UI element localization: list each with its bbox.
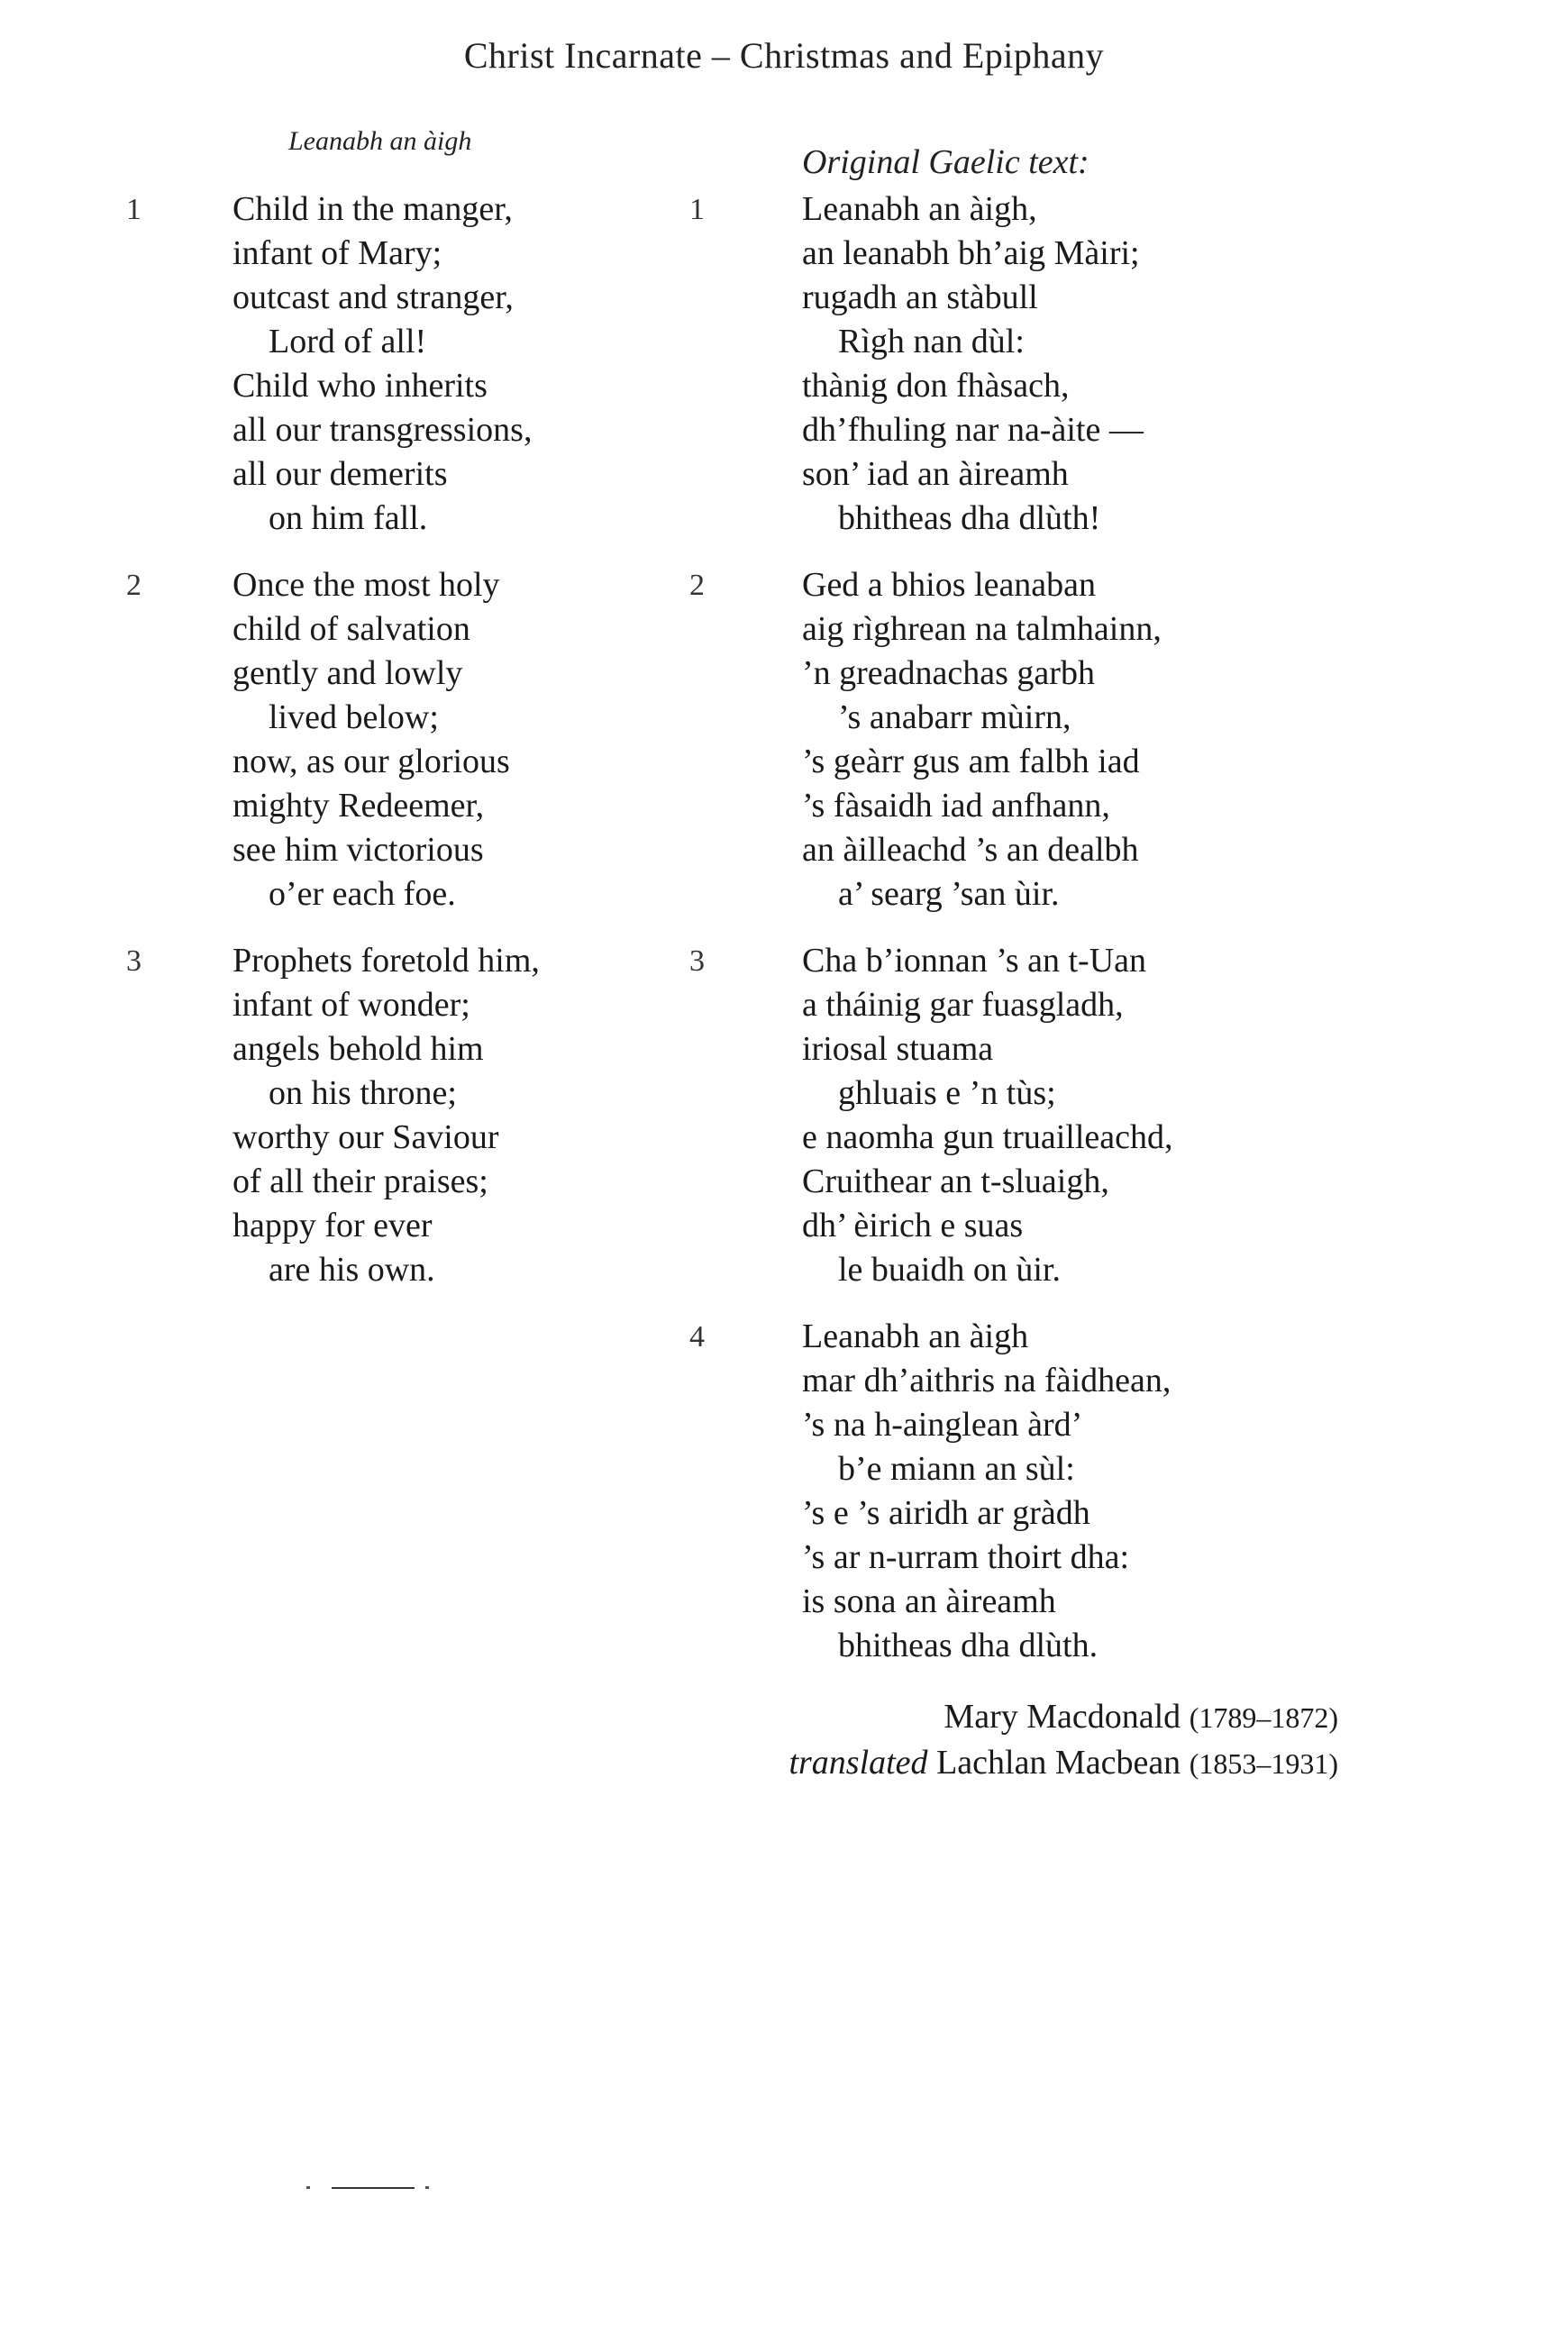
verse-line: ghluais e ’n tùs; (838, 1074, 1056, 1112)
verse-line: infant of Mary; (232, 234, 442, 272)
english-verse-1 (126, 187, 540, 541)
verse-line: infant of wonder; (232, 986, 470, 1024)
verse-line: is sona an àireamh (802, 1582, 1056, 1620)
verse-line: bhitheas dha dlùth! (838, 499, 1101, 537)
verse-line: aig rìghrean na talmhainn, (802, 610, 1162, 648)
verse-line: ’s anabarr mùirn, (838, 698, 1071, 736)
author-line (789, 1694, 1338, 1740)
english-hymn-title: Leanabh an àigh (288, 126, 472, 156)
verse-line: a’ searg ’san ùir. (838, 875, 1060, 913)
verse-line: a tháinig gar fuasgladh, (802, 986, 1124, 1024)
verse-line: all our demerits (232, 455, 448, 493)
verse-line: Rìgh nan dùl: (838, 323, 1025, 360)
verse-line: le buaidh on ùir. (838, 1251, 1061, 1289)
verse-line: Child in the manger, (232, 190, 513, 228)
translator-line (789, 1740, 1338, 1786)
verse-line: of all their praises; (232, 1162, 488, 1200)
gaelic-verse-4 (689, 1315, 1173, 1668)
verse-line: on him fall. (269, 499, 428, 537)
verse-line: ’n greadnachas garbh (802, 654, 1095, 692)
verse-number: 4 (689, 1320, 705, 1354)
verse-line: gently and lowly (232, 654, 463, 692)
page-header: Christ Incarnate – Christmas and Epiphany (463, 35, 1105, 76)
verse-line: are his own. (269, 1251, 435, 1289)
verse-line: e naomha gun truailleachd, (802, 1118, 1173, 1156)
verse-line: o’er each foe. (269, 875, 456, 913)
verse-line: happy for ever (232, 1207, 433, 1244)
verse-line: iriosal stuama (802, 1030, 994, 1068)
verse-line: rugadh an stàbull (802, 278, 1038, 316)
verse-line: all our transgressions, (232, 411, 533, 449)
verse-number: 2 (126, 569, 141, 602)
verse-number: 3 (689, 944, 705, 978)
verse-line: Leanabh an àigh (802, 1317, 1029, 1355)
gaelic-verse-2 (689, 563, 1173, 916)
verse-line: ’s e ’s airidh ar gràdh (802, 1494, 1090, 1532)
verse-line: outcast and stranger, (232, 278, 514, 316)
verse-line: angels behold him (232, 1030, 484, 1068)
footer-dot (425, 2186, 429, 2189)
translator-dates: (1853–1931) (1189, 1747, 1338, 1780)
english-column (126, 187, 540, 1315)
verse-line: son’ iad an àireamh (802, 455, 1069, 493)
translated-label: translated (789, 1744, 928, 1782)
verse-line: ’s fàsaidh iad anfhann, (802, 787, 1110, 825)
verse-line: Cha b’ionnan ’s an t-Uan (802, 942, 1147, 980)
translator-name: Lachlan Macbean (936, 1744, 1181, 1782)
gaelic-verse-3 (689, 939, 1173, 1292)
verse-line: child of salvation (232, 610, 470, 648)
gaelic-text-title: Original Gaelic text: (802, 143, 1089, 181)
verse-line: dh’fhuling nar na-àite — (802, 411, 1144, 449)
verse-line: bhitheas dha dlùth. (838, 1627, 1099, 1664)
verse-line: an leanabh bh’aig Màiri; (802, 234, 1140, 272)
verse-line: lived below; (269, 698, 439, 736)
verse-line: on his throne; (269, 1074, 457, 1112)
verse-line: an àilleachd ’s an dealbh (802, 831, 1139, 869)
gaelic-verse-1 (689, 187, 1173, 541)
verse-line: thànig don fhàsach, (802, 367, 1070, 405)
author-dates: (1789–1872) (1189, 1701, 1338, 1734)
verse-line: now, as our glorious (232, 743, 510, 780)
english-verse-2 (126, 563, 540, 916)
verse-line: Once the most holy (232, 566, 500, 604)
english-verse-3 (126, 939, 540, 1292)
verse-number: 3 (126, 944, 141, 978)
verse-line: Lord of all! (269, 323, 427, 360)
verse-line: Leanabh an àigh, (802, 190, 1037, 228)
verse-line: mar dh’aithris na fàidhean, (802, 1362, 1171, 1399)
verse-line: mighty Redeemer, (232, 787, 485, 825)
verse-line: see him victorious (232, 831, 484, 869)
attribution (789, 1694, 1338, 1786)
verse-line: b’e miann an sùl: (838, 1450, 1075, 1488)
verse-number: 2 (689, 569, 705, 602)
verse-line: Cruithear an t-sluaigh, (802, 1162, 1109, 1200)
verse-line: dh’ èirich e suas (802, 1207, 1024, 1244)
gaelic-column (689, 187, 1173, 1691)
verse-number: 1 (126, 193, 141, 226)
verse-number: 1 (689, 193, 705, 226)
footer-dot (306, 2186, 310, 2189)
verse-line: Ged a bhios leanaban (802, 566, 1097, 604)
footer-rule (332, 2187, 415, 2189)
verse-line: worthy our Saviour (232, 1118, 499, 1156)
author-name: Mary Macdonald (944, 1698, 1181, 1736)
verse-line: ’s na h-ainglean àrd’ (802, 1406, 1083, 1444)
verse-line: Child who inherits (232, 367, 488, 405)
verse-line: Prophets foretold him, (232, 942, 540, 980)
verse-line: ’s ar n-urram thoirt dha: (802, 1538, 1130, 1576)
verse-line: ’s geàrr gus am falbh iad (802, 743, 1140, 780)
